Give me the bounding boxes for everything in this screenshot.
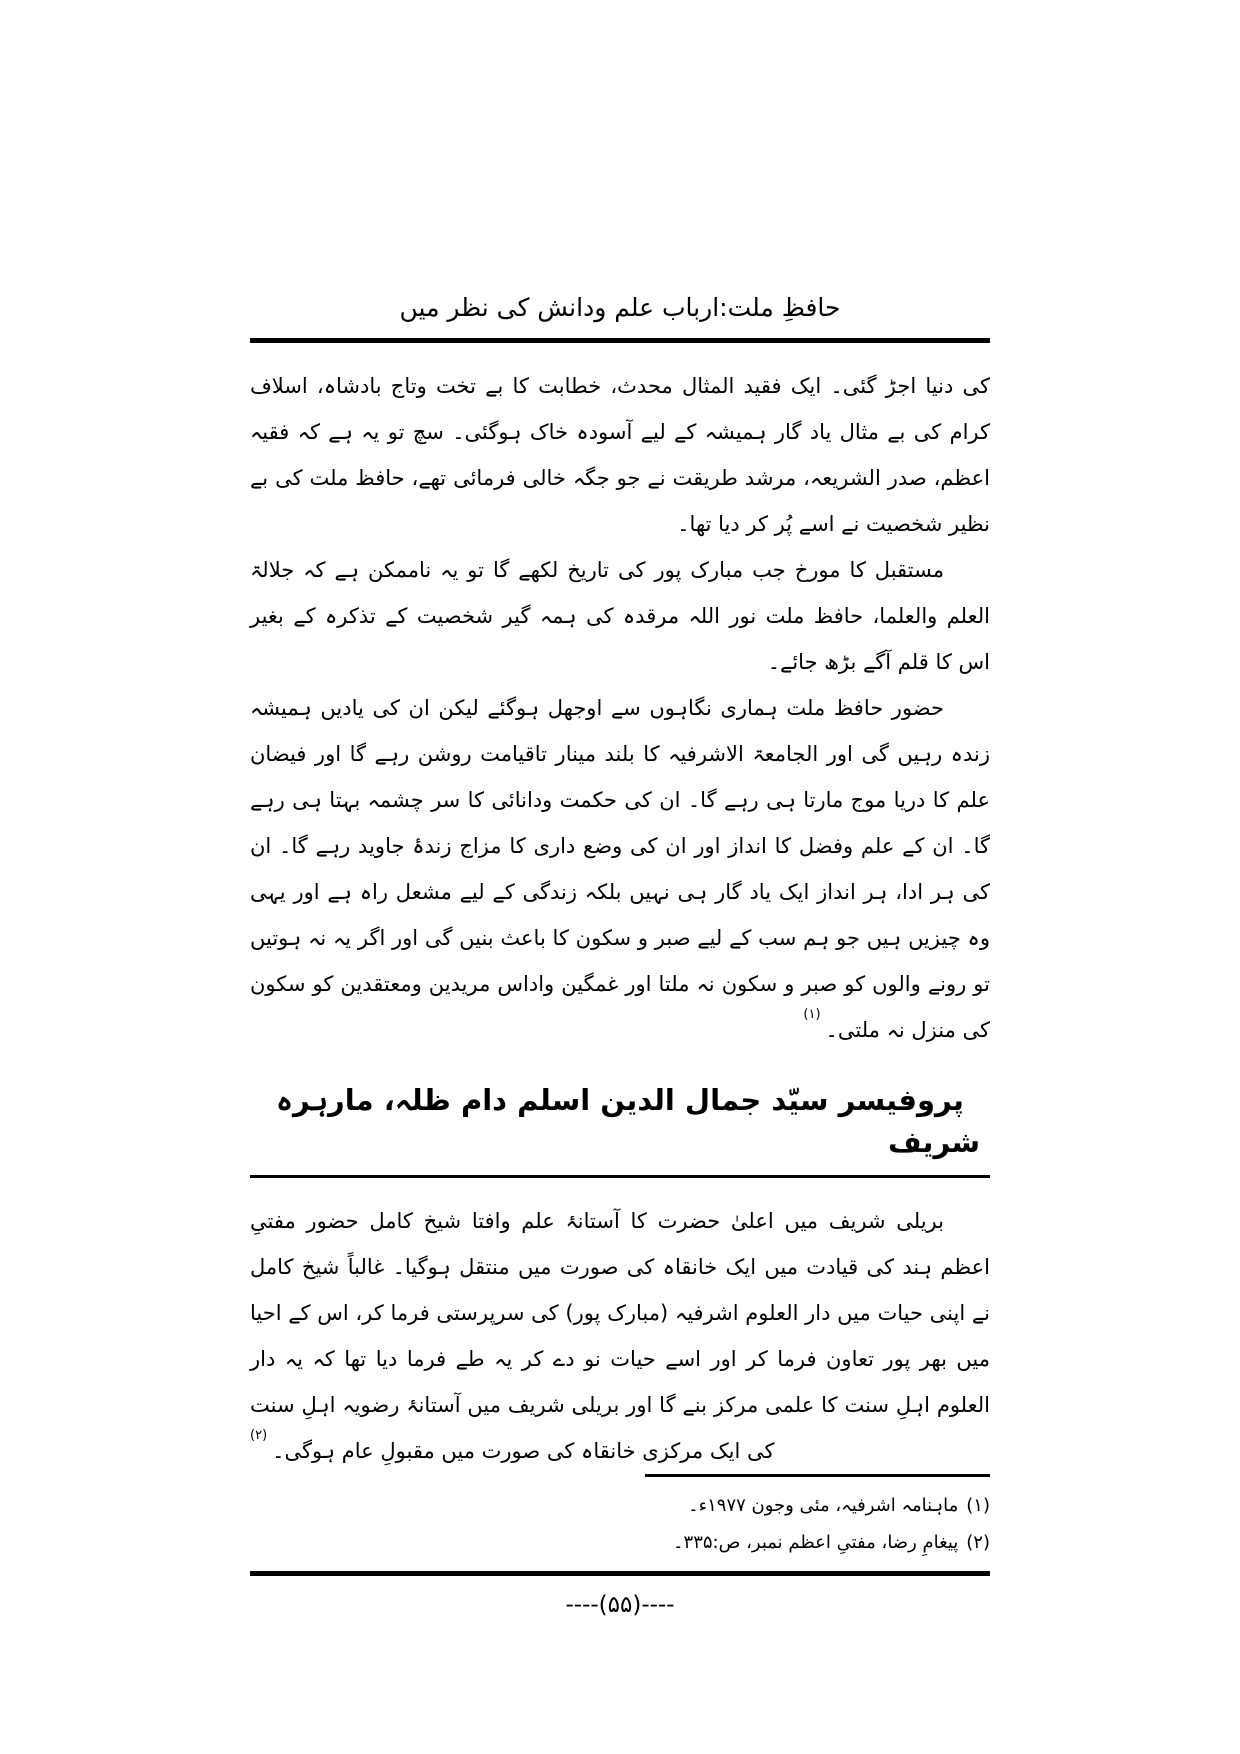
footer-divider — [250, 1571, 990, 1576]
section-paragraph — [250, 1198, 990, 1474]
footnote-2 — [250, 1524, 990, 1561]
footnote-1 — [250, 1487, 990, 1524]
section-heading-text: پروفیسر سیّد جمال الدین اسلم دام ظلہ، مارہرہ شریف — [250, 1079, 990, 1178]
paragraph — [250, 547, 990, 685]
footnote-text: ماہنامہ اشرفیہ، مئی وجون ۱۹۷۷ء۔ — [688, 1495, 959, 1516]
footnote-ref-2: (۲) — [250, 1428, 268, 1443]
paragraph-continuation — [250, 363, 990, 547]
page-header — [250, 288, 990, 343]
paragraph-text: کی دنیا اجڑ گئی۔ ایک فقید المثال محدث، خطابت کا بے تخت وتاج بادشاہ، اسلاف کرام کی بے مثال یاد گار ہمیشہ کے لیے آسودہ خاک ہوگئی۔ سچ تو یہ ہے کہ فقیہ اعظم، صدر الشریعہ، مرشد طریقت نے جو جگہ خالی فرمائی تھے، حافظ ملت کی بے نظیر شخصیت نے اسے پُر کر دیا تھا۔ — [250, 374, 990, 536]
footnote-ref-1: (۱) — [803, 1007, 821, 1022]
running-header-title: حافظِ ملت:ارباب علم ودانش کی نظر میں — [399, 293, 841, 322]
paragraph-text: بریلی شریف میں اعلیٰ حضرت کا آستانۂ علم وافتا شیخ کامل حضور مفتیِ اعظم ہند کی قیادت میں ایک خانقاہ کی صورت میں منتقل ہوگیا۔ غالباً شیخ کامل نے اپنی حیات میں دار العلوم اشرفیہ (مبارک پور) کی سرپرستی فرما کر، اس کے احیا میں بھر پور تعاون فرما کر اور اسے حیات نو دے کر یہ طے فرما دیا تھا کہ یہ دار العلوم اہلِ سنت کا علمی مرکز بنے گا اور بریلی شریف میں آستانۂ رضویہ اہلِ سنت کی ایک مرکزی خانقاہ کی صورت میں مقبولِ عام ہوگی۔ — [250, 1209, 990, 1463]
paragraph-text: مستقبل کا مورخ جب مبارک پور کی تاریخ لکھے گا تو یہ ناممکن ہے کہ جلالۃ العلم والعلما، حافظ ملت نور اللہ مرقدہ کی ہمہ گیر شخصیت کے تذکرہ کے بغیر اس کا قلم آگے بڑھ جائے۔ — [250, 558, 990, 674]
footnote-divider — [645, 1474, 990, 1477]
body-text — [250, 363, 990, 1474]
page-number: ----(۵۵)---- — [565, 1592, 675, 1618]
paragraph-text: حضور حافظ ملت ہماری نگاہوں سے اوجھل ہوگئے لیکن ان کی یادیں ہمیشہ زندہ رہیں گی اور الجامعۃ الاشرفیہ کا بلند مینار تاقیامت روشن رہے گا اور فیضان علم کا دریا موج مارتا ہی رہے گا۔ ان کی حکمت ودانائی کا سر چشمہ بہتا ہی رہے گا۔ ان کے علم وفضل کا انداز اور ان کی وضع داری کا مزاج زندۂ جاوید رہے گا۔ ان کی ہر ادا، ہر انداز ایک یاد گار ہی نہیں بلکہ زندگی کے لیے مشعل راہ ہے اور یہی وہ چیزیں ہیں جو ہم سب کے لیے صبر و سکون کا باعث بنیں گی اور اگر یہ نہ ہوتیں تو رونے والوں کو صبر و سکون نہ ملتا اور غمگین واداس مریدین ومعتقدین کو سکون کی منزل نہ ملتی۔ — [250, 696, 990, 1042]
text-column — [250, 0, 990, 1754]
paragraph — [250, 685, 990, 1053]
section-heading — [250, 1079, 990, 1178]
footnote-marker: (۱) — [966, 1495, 990, 1516]
footnote-marker: (۲) — [966, 1532, 990, 1553]
page-footer — [250, 1474, 990, 1618]
footnote-text: پیغامِ رضا، مفتیِ اعظم نمبر، ص:۳۳۵۔ — [672, 1532, 959, 1553]
header-divider — [250, 338, 990, 343]
